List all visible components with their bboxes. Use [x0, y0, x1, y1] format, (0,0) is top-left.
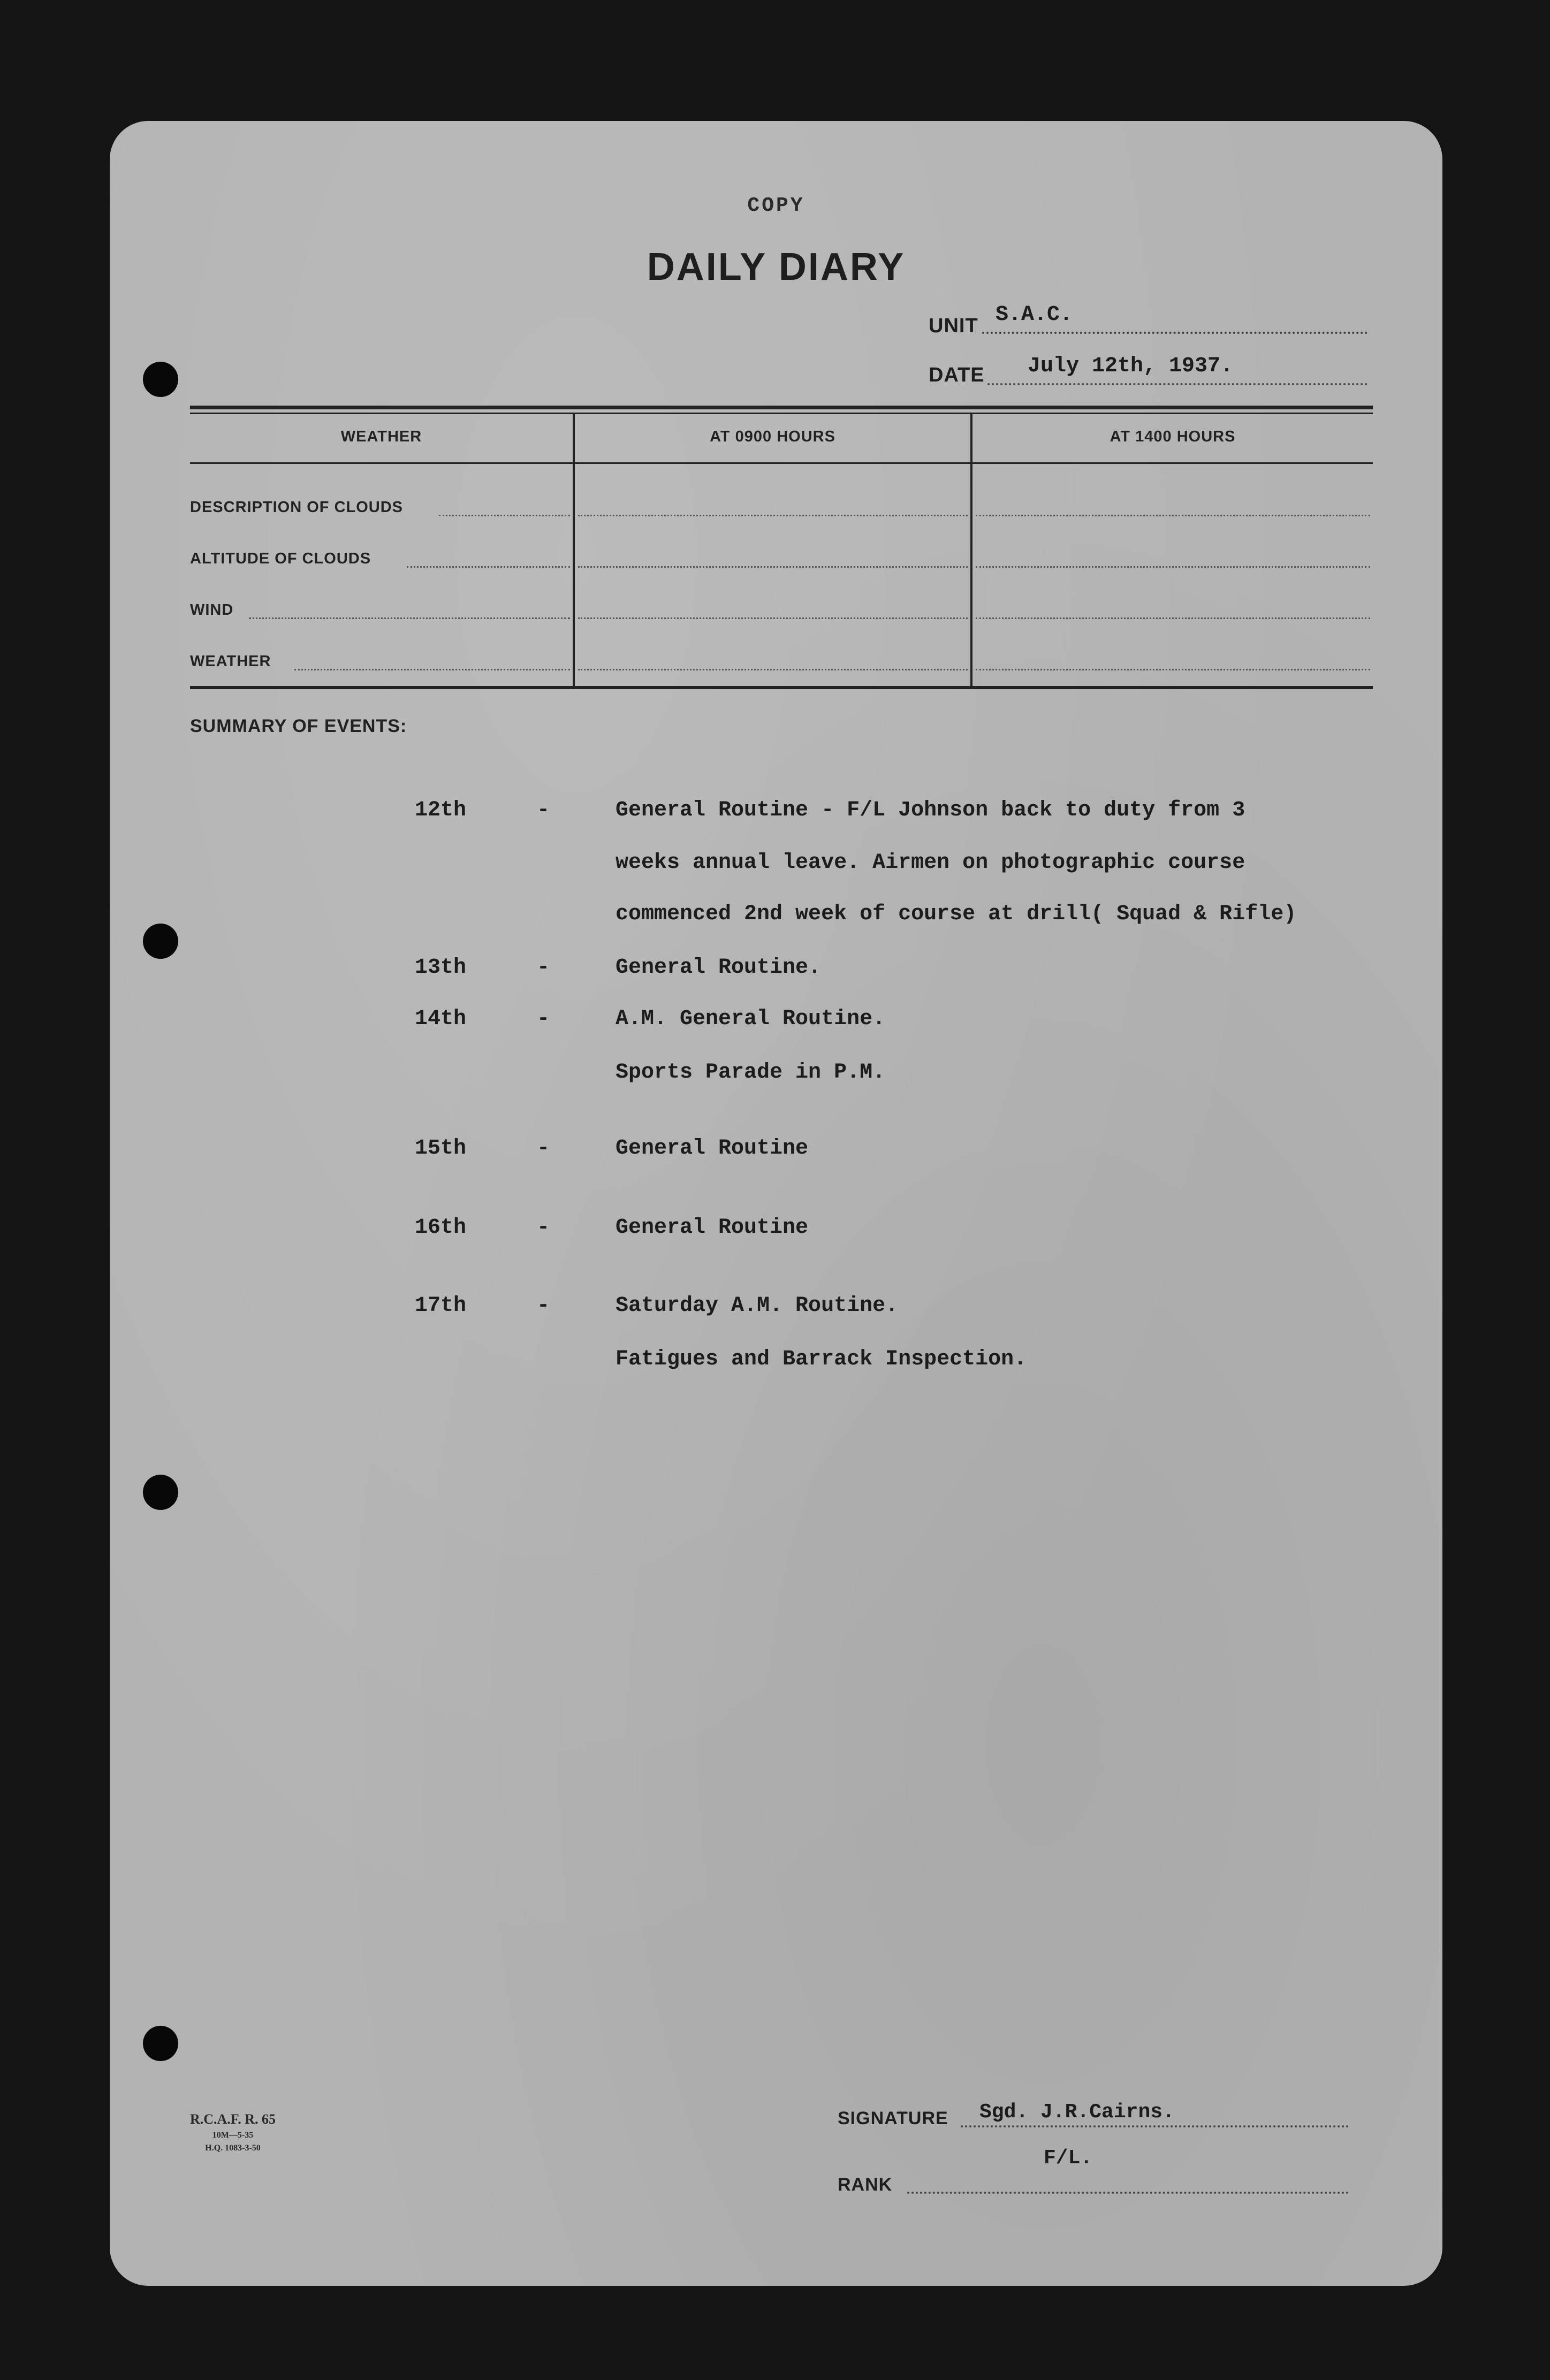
- entry-day: 15th: [415, 1136, 467, 1161]
- unit-label: UNIT: [929, 315, 978, 337]
- row-dotted-line: [407, 566, 570, 568]
- row-dotted-line: [439, 515, 570, 516]
- entry-day: 17th: [415, 1294, 467, 1318]
- entry-dash: -: [537, 1294, 550, 1318]
- table-divider: [573, 413, 575, 686]
- row-dotted-line: [294, 669, 570, 670]
- table-divider: [970, 413, 972, 686]
- date-dotted-line: [987, 383, 1367, 385]
- row-label-wind: WIND: [190, 601, 234, 619]
- row-dotted-line: [578, 617, 968, 619]
- row-label-altitude-of-clouds: ALTITUDE OF CLOUDS: [190, 550, 371, 567]
- entry-day: 13th: [415, 956, 467, 980]
- row-dotted-line: [976, 669, 1370, 670]
- entry-line: A.M. General Routine.: [616, 1007, 886, 1031]
- binder-hole: [143, 924, 178, 959]
- signature-value: Sgd. J.R.Cairns.: [979, 2101, 1175, 2124]
- entry-line: General Routine.: [616, 956, 822, 980]
- entry-line: General Routine: [616, 1216, 809, 1240]
- entry-day: 16th: [415, 1216, 467, 1240]
- date-label: DATE: [929, 364, 985, 386]
- column-header-1400: AT 1400 HOURS: [1110, 428, 1236, 445]
- summary-of-events-label: SUMMARY OF EVENTS:: [190, 716, 407, 736]
- entry-day: 14th: [415, 1007, 467, 1031]
- date-value: July 12th, 1937.: [1028, 354, 1234, 378]
- entry-line: Fatigues and Barrack Inspection.: [616, 1347, 1027, 1371]
- table-header-rule: [190, 462, 1373, 464]
- entry-dash: -: [537, 956, 550, 980]
- unit-dotted-line: [982, 332, 1367, 334]
- entry-line: General Routine: [616, 1136, 809, 1161]
- rank-dotted-line: [907, 2192, 1349, 2194]
- entry-day: 12th: [415, 798, 467, 822]
- entry-line: General Routine - F/L Johnson back to duty from 3: [616, 798, 1245, 822]
- row-dotted-line: [578, 669, 968, 670]
- entry-dash: -: [537, 1007, 550, 1031]
- table-top-rule: [190, 406, 1373, 409]
- row-label-weather: WEATHER: [190, 653, 271, 670]
- row-dotted-line: [976, 515, 1370, 516]
- binder-hole: [143, 2026, 178, 2061]
- form-title: DAILY DIARY: [647, 246, 906, 288]
- table-top-rule-thin: [190, 413, 1373, 414]
- row-dotted-line: [976, 617, 1370, 619]
- unit-value: S.A.C.: [996, 303, 1073, 327]
- diary-sheet: [110, 121, 1442, 2286]
- rank-value: F/L.: [1044, 2147, 1093, 2170]
- table-bottom-rule: [190, 686, 1373, 689]
- entry-dash: -: [537, 1216, 550, 1240]
- row-dotted-line: [578, 515, 968, 516]
- form-code: R.C.A.F. R. 65: [189, 2111, 276, 2127]
- row-label-description-of-clouds: DESCRIPTION OF CLOUDS: [190, 499, 404, 516]
- entry-dash: -: [537, 798, 550, 822]
- row-dotted-line: [976, 566, 1370, 568]
- rank-label: RANK: [838, 2175, 893, 2195]
- entry-line: weeks annual leave. Airmen on photographic course: [616, 851, 1245, 875]
- row-dotted-line: [578, 566, 968, 568]
- entry-line: Sports Parade in P.M.: [616, 1061, 886, 1085]
- copy-stamp: COPY: [747, 194, 805, 217]
- signature-dotted-line: [961, 2125, 1349, 2127]
- binder-hole: [143, 1475, 178, 1510]
- column-header-0900: AT 0900 HOURS: [710, 428, 835, 445]
- entry-line: Saturday A.M. Routine.: [616, 1294, 899, 1318]
- row-dotted-line: [249, 617, 570, 619]
- form-code-line: 10M—5-35: [212, 2131, 254, 2140]
- form-code-line: H.Q. 1083-3-50: [205, 2143, 261, 2153]
- entry-line: commenced 2nd week of course at drill( Squad & Rifle): [616, 902, 1297, 926]
- signature-label: SIGNATURE: [838, 2108, 948, 2129]
- entry-dash: -: [537, 1136, 550, 1161]
- column-header-weather: WEATHER: [340, 428, 422, 445]
- binder-hole: [143, 362, 178, 397]
